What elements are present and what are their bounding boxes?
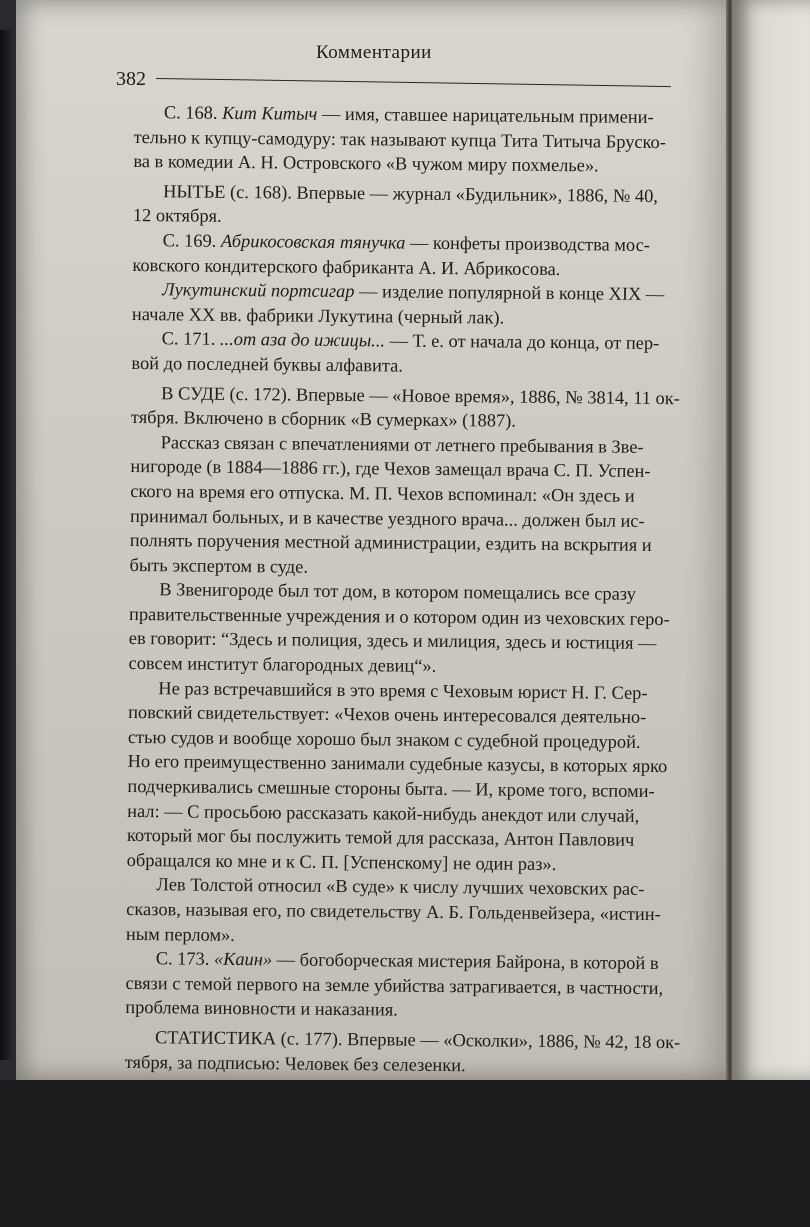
text-run: С. 168. xyxy=(163,102,223,123)
text-run: принимал больных, и в качестве уездного врача... должен был ис- xyxy=(129,505,645,531)
text-run: — имя, ставшее нарицательным примени- xyxy=(317,103,654,127)
text-run: — персонаж комедии Н. В. Гоголя «Ревизор», почтмей- xyxy=(216,1175,657,1200)
text-line xyxy=(133,149,678,179)
text-run: С. 173. xyxy=(155,948,215,969)
text-run: стью судов и вообще хорошо был знаком с судебной процедурой. xyxy=(127,726,641,752)
text-run: начале XX вв. фабрики Лукутина (черный лак). xyxy=(131,303,505,328)
text-run: Бенедикт (Барух) (1632—1677) — нидерландский фи- xyxy=(219,1126,648,1151)
text-run: — изделие популярной в конце XIX — xyxy=(354,281,665,305)
text-run: нал: — С просьбою рассказать какой-нибудь анекдот или случай, xyxy=(127,800,640,826)
text-run: подчеркивались смешные стороны быта. — И, кроме того, вспоми- xyxy=(127,776,655,802)
text-run: Иммануил (1724—1804) — родоначальник немец- xyxy=(256,1077,657,1102)
commentary-text xyxy=(123,100,679,1227)
text-run: СТАТИСТИКА (с. 177). Впервые — «Осколки», 1886, № 42, 18 ок- xyxy=(154,1027,681,1053)
text-run: Рассказ связан с впечатлениями от летнего пребывания в Зве- xyxy=(160,431,644,457)
text-run: лософ-материалист. xyxy=(123,1149,280,1172)
text-run: ковского кондитерского фабриканта А. И. Абрикосова. xyxy=(132,254,561,279)
text-line xyxy=(131,351,676,381)
text-run: ского на время его отпуска. М. П. Чехов вспоминал: «Он здесь и xyxy=(130,480,635,506)
text-run: ным перлом». xyxy=(125,923,235,945)
text-run: проблема виновности и наказания. xyxy=(125,997,398,1020)
text-run: С. 169. xyxy=(162,230,221,251)
italic-term: Кант xyxy=(212,1076,257,1098)
text-run: кой классической философии. xyxy=(124,1100,361,1123)
text-run: — конфеты производства мос- xyxy=(405,232,651,255)
italic-term: Абрикосовская тянучка xyxy=(220,230,406,253)
text-run: тября. Включено в сборник «В сумерках» (1887). xyxy=(130,407,516,431)
text-run: С. 171. xyxy=(161,328,221,350)
italic-term: Шпекин xyxy=(153,1174,218,1196)
text-run: Лев Толстой относил «В суде» к числу лучших чеховских рас- xyxy=(156,874,645,900)
italic-term: Кит Китыч xyxy=(222,102,318,124)
text-run: правительственные учреждения и о котором один из чеховских геро- xyxy=(128,603,670,630)
text-run: вой до последней буквы алфавита. xyxy=(131,352,404,376)
italic-term: Спиноза xyxy=(153,1125,220,1147)
text-run: НЫТЬЕ (с. 168). Впервые — журнал «Будильник», 1886, № 40, xyxy=(163,181,659,206)
italic-term: «Каин» xyxy=(213,948,273,970)
running-head: Комментарии xyxy=(316,42,432,63)
italic-term: Лукутинский портсигар xyxy=(162,279,355,302)
italic-term: ...от аза до ижицы... xyxy=(219,329,386,351)
text-run: Но его преимущественно занимали судебные казусы, в которых ярко xyxy=(127,751,668,777)
text-run: нигороде (в 1884—1886 гг.), где Чехов замещал врача С. П. Успен- xyxy=(130,456,651,482)
text-line xyxy=(123,1197,668,1227)
text-run: сказов, называя его, по свидетельству А. Б. Гольденвейзера, «истин- xyxy=(126,898,661,925)
text-run: Не раз встречавшийся в это время с Чеховым юрист Н. Г. Сер- xyxy=(158,677,648,703)
text-run: — богоборческая мистерия Байрона, в которой в xyxy=(272,949,659,974)
text-run: повский свидетельствует: «Чехов очень интересовался деятельно- xyxy=(128,702,647,728)
text-line xyxy=(125,995,670,1025)
text-run: тельно к купцу-самодуру: так называют купца Тита Титыча Бруско- xyxy=(133,126,667,152)
text-run: совсем институт благородных девиц“». xyxy=(128,653,437,676)
text-run: который мог бы послужить темой для рассказа, Антон Павлович xyxy=(126,825,635,851)
text-run: — Т. е. от начала до конца, от пер- xyxy=(384,330,660,354)
page-number: 382 xyxy=(116,68,146,90)
text-run: обращался ко мне и к С. П. [Успенскому] не один раз». xyxy=(126,849,557,874)
text-run: В СУДЕ (с. 172). Впервые — «Новое время», 1886, № 3814, 11 ок- xyxy=(161,382,680,408)
text-run: В Звенигороде был тот дом, в котором помещались все сразу xyxy=(159,579,637,605)
text-run: 12 октября. xyxy=(132,205,222,227)
text-run: С. 178. xyxy=(154,1076,213,1097)
header-rule xyxy=(156,78,671,87)
text-run: полнять поручения местной администрации, ездить на вскрытия и xyxy=(129,530,652,556)
text-run: связи с темой первого на земле убийства затрагивается, в частности, xyxy=(125,972,664,998)
book-page xyxy=(16,0,728,1223)
text-run: ев говорит: “Здесь и полиция, здесь и милиция, здесь и юстиция — xyxy=(128,628,657,654)
text-run: ва в комедии А. Н. Островского «В чужом миру похмелье». xyxy=(133,151,599,176)
text-run: стер, любивший вскрывать чужие письма. xyxy=(123,1199,454,1223)
text-run: тября, за подписью: Человек без селезенки. xyxy=(124,1051,466,1075)
facing-page-edge xyxy=(732,0,810,1080)
book-cover-edge xyxy=(0,30,14,1060)
text-run: быть экспертом в суде. xyxy=(129,554,309,577)
